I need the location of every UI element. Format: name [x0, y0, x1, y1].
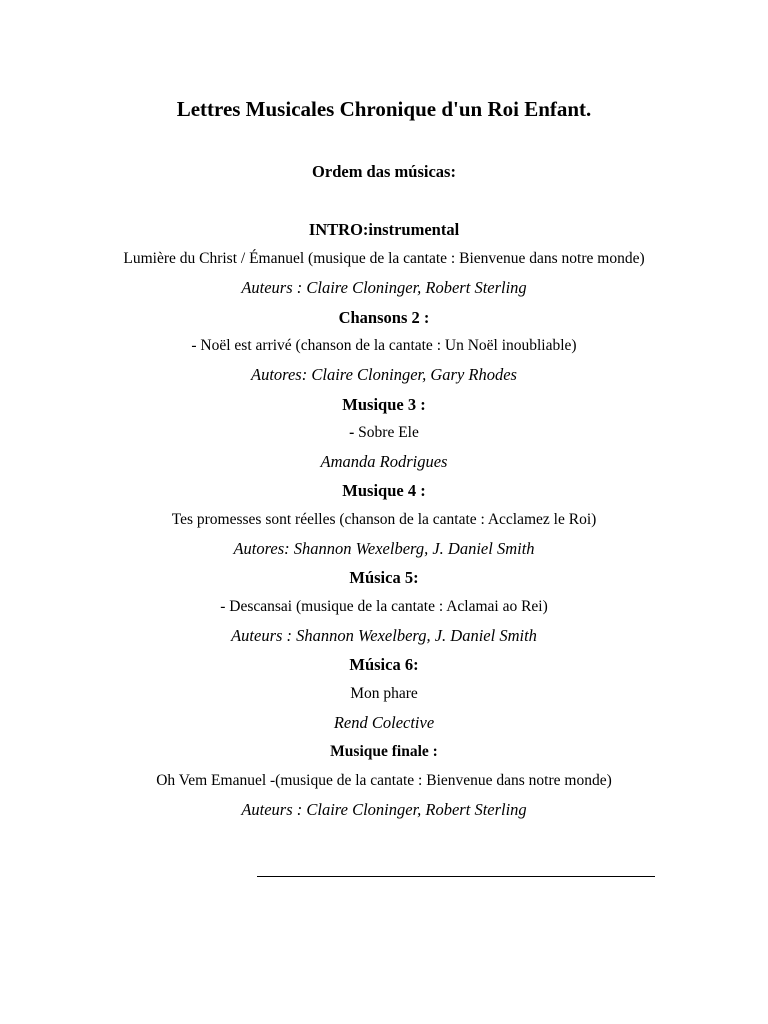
song-title-3 [0, 425, 768, 441]
song-authors-2: Autores: Claire Cloninger, Gary Rhodes [251, 365, 517, 384]
song-dash-3: - [349, 424, 355, 441]
song-heading-3: Musique 3 : [342, 395, 426, 414]
song-authors-6: Rend Colective [333, 713, 435, 732]
song-authors-final: Auteurs : Claire Cloninger, Robert Sterling [241, 800, 527, 819]
song-authors-5: Auteurs : Shannon Wexelberg, J. Daniel Smith [231, 626, 537, 645]
song-authors-1: Auteurs : Claire Cloninger, Robert Sterling [241, 278, 527, 297]
song-title-6: Mon phare [350, 685, 418, 702]
intro-heading: INTRO:instrumental [308, 220, 460, 239]
signature-line [257, 876, 655, 877]
song-title-3-text: Sobre Ele [354, 424, 419, 441]
song-heading-final: Musique finale : [330, 743, 438, 760]
song-authors-4: Autores: Shannon Wexelberg, J. Daniel Smith [233, 539, 535, 558]
song-title-4: Tes promesses sont réelles (chanson de la cantate : Acclamez le Roi) [171, 511, 597, 528]
song-title-2: - Noël est arrivé (chanson de la cantate : Un Noël inoubliable) [191, 337, 577, 354]
song-order-subtitle: Ordem das músicas: [312, 162, 456, 181]
song-title-final: Oh Vem Emanuel -(musique de la cantate : Bienvenue dans notre monde) [156, 772, 612, 789]
song-heading-6: Música 6: [349, 655, 419, 674]
song-heading-5: Música 5: [349, 568, 419, 587]
song-authors-3: Amanda Rodrigues [320, 452, 448, 471]
song-heading-4: Musique 4 : [342, 481, 426, 500]
song-title-5: - Descansai (musique de la cantate : Aclamai ao Rei) [220, 598, 548, 615]
song-heading-2: Chansons 2 : [338, 308, 430, 327]
document-title: Lettres Musicales Chronique d'un Roi Enfant. [176, 97, 592, 121]
song-title-1: Lumière du Christ / Émanuel (musique de la cantate : Bienvenue dans notre monde) [123, 250, 645, 267]
